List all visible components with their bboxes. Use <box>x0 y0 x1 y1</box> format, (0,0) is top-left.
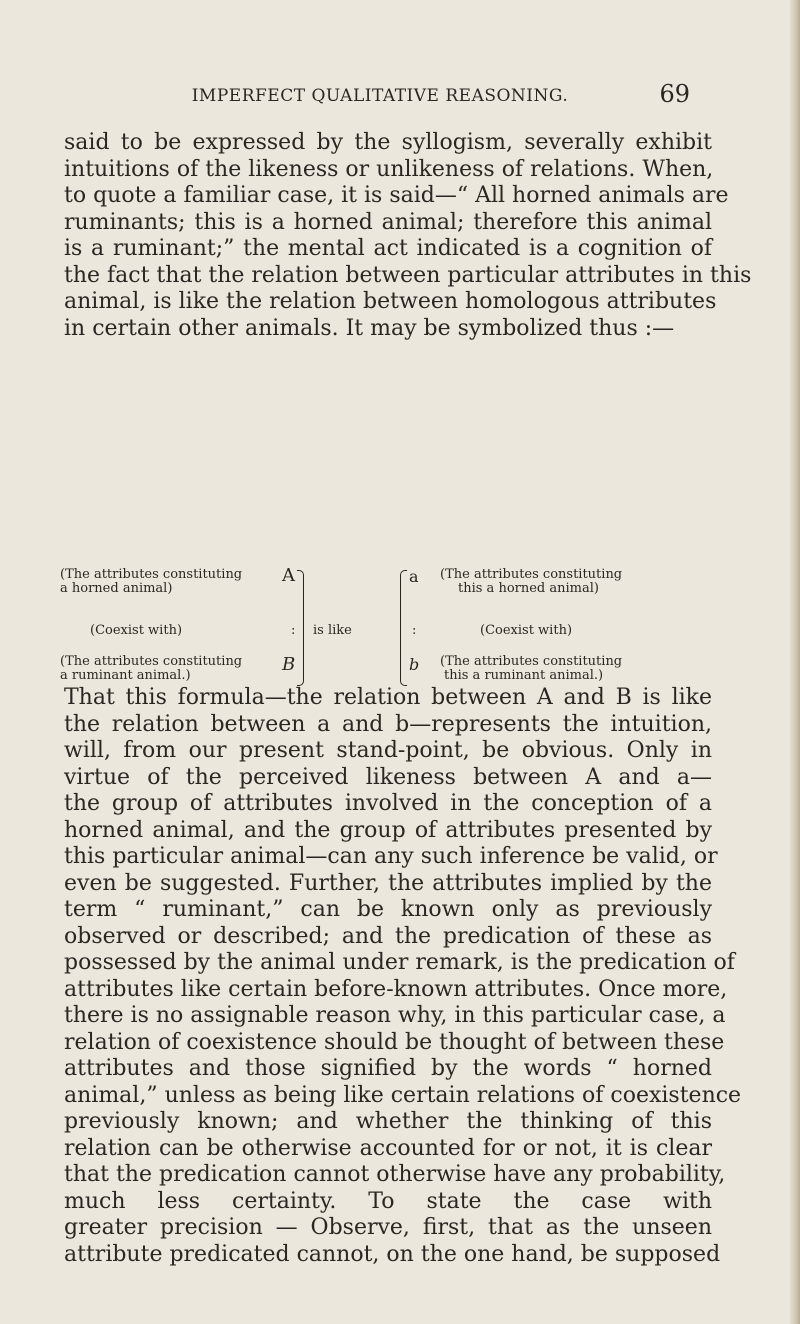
text-line: relation of coexistence should be thought of between these <box>64 1029 725 1055</box>
text-line: in certain other animals. It may be symbolized thus :— <box>64 315 675 341</box>
text-line: greater precision — Observe, first, that as the unseen <box>64 1215 712 1240</box>
running-head: IMPERFECT QUALITATIVE REASONING. <box>191 86 569 106</box>
text-line: this particular animal—can any such inference be valid, or <box>64 844 718 869</box>
text-line: animal, is like the relation between homologous attributes <box>64 289 717 314</box>
left-brace <box>297 570 304 686</box>
text-line: term “ ruminant,” can be known only as previously <box>64 897 712 922</box>
letter-B: B <box>282 654 296 675</box>
text-line: relation can be otherwise accounted for or not, it is clear <box>64 1135 712 1161</box>
text-line: attributes and those signified by the words “ horned <box>64 1056 712 1081</box>
page-spine-edge <box>790 0 800 1324</box>
text-line: intuitions of the likeness or unlikeness of relations. When, <box>64 156 714 182</box>
left-colon: : <box>291 623 296 638</box>
text-line: even be suggested. Further, the attributes implied by the <box>64 870 712 896</box>
paragraph-2 <box>64 685 742 1268</box>
letter-A: A <box>282 565 295 586</box>
syllogism-diagram <box>60 560 710 682</box>
text-line: much less certainty. To state the case with <box>64 1188 712 1214</box>
text-line: the group of attributes involved in the conception of a <box>64 791 712 816</box>
text-line: to quote a familiar case, it is said—“ All horned animals are <box>64 183 729 208</box>
page-number: 69 <box>659 80 690 108</box>
text-line: possessed by the animal under remark, is the predication of <box>64 950 735 975</box>
right-brace <box>400 570 407 686</box>
right-top-label-line2: this a horned animal) <box>458 581 599 596</box>
text-line: previously known; and whether the thinking of this <box>64 1109 712 1134</box>
text-line: ruminants; this is a horned animal; therefore this animal <box>64 209 712 235</box>
is-like-label: is like <box>313 623 352 638</box>
paragraph-1 <box>64 130 752 342</box>
right-top-label-line1: (The attributes constituting <box>440 567 623 582</box>
text-line: attributes like certain before-known attributes. Once more, <box>64 976 728 1002</box>
right-bottom-label-line2: this a ruminant animal.) <box>444 668 604 683</box>
left-bottom-label-line1: (The attributes constituting <box>60 654 243 669</box>
text-line: that the predication cannot otherwise have any probability, <box>64 1162 726 1187</box>
text-line: there is no assignable reason why, in this particular case, a <box>64 1003 726 1028</box>
right-bottom-label-line1: (The attributes constituting <box>440 654 623 669</box>
right-coexist-label: (Coexist with) <box>480 623 573 638</box>
text-line: That this formula—the relation between A and B is like <box>64 685 712 710</box>
text-line: attribute predicated cannot, on the one hand, be supposed <box>64 1241 721 1267</box>
letter-b: b <box>409 655 420 674</box>
left-coexist-label: (Coexist with) <box>90 623 183 638</box>
text-line: the relation between a and b—represents the intuition, <box>64 711 712 737</box>
page-header <box>0 80 800 116</box>
text-line: the fact that the relation between particular attributes in this <box>64 262 752 288</box>
letter-a: a <box>409 567 419 586</box>
text-line: animal,” unless as being like certain relations of coexistence <box>64 1082 742 1108</box>
left-bottom-label-line2: a ruminant animal.) <box>60 668 191 683</box>
text-line: observed or described; and the predication of these as <box>64 923 712 949</box>
left-top-label-line2: a horned animal) <box>60 581 173 596</box>
right-colon: : <box>412 623 417 638</box>
text-line: said to be expressed by the syllogism, severally exhibit <box>64 130 712 155</box>
text-line: horned animal, and the group of attributes presented by <box>64 817 712 843</box>
text-line: is a ruminant;” the mental act indicated is a cognition of <box>64 236 712 261</box>
text-line: will, from our present stand-point, be obvious. Only in <box>64 738 712 763</box>
text-line: virtue of the perceived likeness between A and a— <box>64 764 712 790</box>
left-top-label-line1: (The attributes constituting <box>60 567 243 582</box>
